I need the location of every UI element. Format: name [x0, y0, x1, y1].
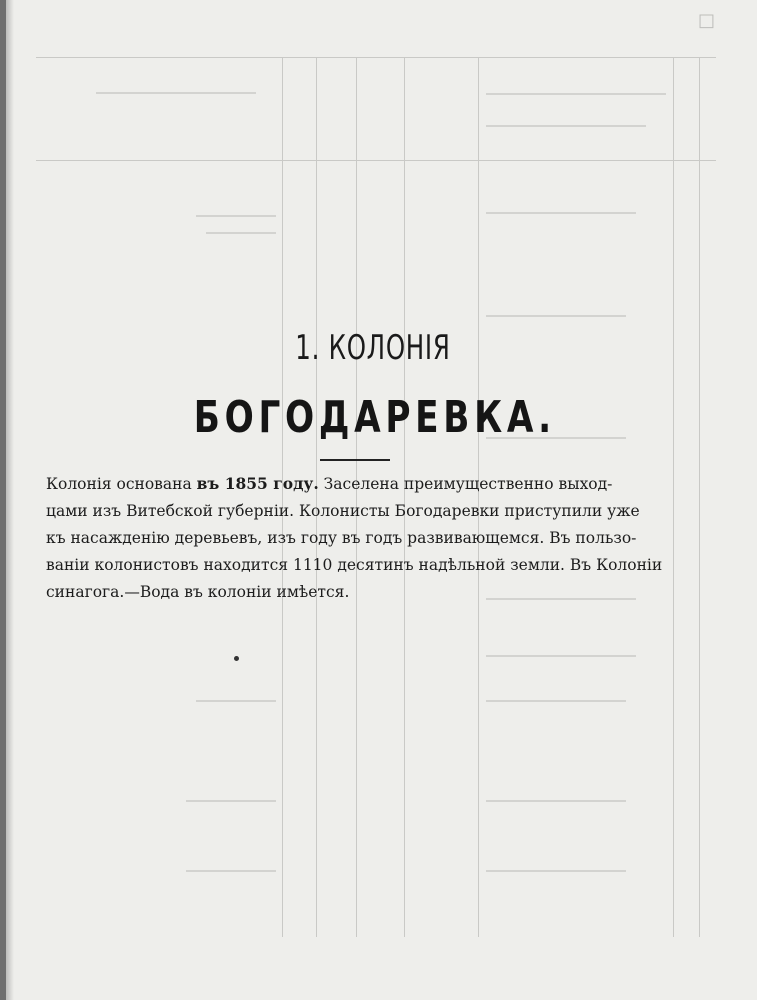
paragraph-line-3: [46, 525, 656, 552]
paragraph-line-2: [46, 498, 656, 525]
ghost-smudge: [486, 870, 626, 872]
line-text: Заселена преимущественно выход-: [318, 475, 613, 493]
ghost-smudge: [196, 700, 276, 702]
ghost-col-7: [699, 57, 700, 937]
ghost-smudge: [486, 93, 666, 95]
binding-shadow: [6, 0, 14, 1000]
description-paragraph: [46, 470, 663, 606]
paragraph-line-4: [46, 552, 663, 579]
ghost-smudge: [206, 232, 276, 234]
line-text: Колонія основана: [46, 475, 197, 493]
ghost-smudge: [186, 870, 276, 872]
ghost-rule-header: [36, 160, 716, 161]
ghost-smudge: [486, 655, 636, 657]
ghost-col-6: [673, 57, 674, 937]
ghost-smudge: [196, 215, 276, 217]
ghost-smudge: [486, 800, 626, 802]
ghost-smudge: [96, 92, 256, 94]
line-text: синагога.—Вода въ колоніи имѣется.: [46, 583, 350, 601]
colony-title: БОГОДАРЕВКА.: [193, 392, 556, 443]
ghost-smudge: [486, 125, 646, 127]
title-rule: [320, 459, 390, 461]
paragraph-line-1: [46, 470, 656, 498]
ink-dot: [234, 656, 239, 661]
line-text: ваніи колонистовъ находится 1110 десятинъ надѣльной земли. Въ Колоніи: [46, 556, 663, 574]
line-text: цами изъ Витебской губерніи. Колонисты Богодаревки приступили уже: [46, 502, 640, 520]
page-number-bleed: □: [697, 10, 715, 31]
page-sheet: [6, 0, 757, 1000]
ghost-smudge: [486, 315, 626, 317]
line-text: къ насажденію деревьевъ, изъ году въ годъ развивающемся. Въ пользо-: [46, 529, 637, 547]
ghost-smudge: [486, 700, 626, 702]
section-heading: 1. КОЛОНІЯ: [295, 328, 451, 368]
paragraph-line-5: [46, 579, 656, 606]
ghost-rule-top: [36, 57, 716, 58]
ghost-smudge: [186, 800, 276, 802]
founding-year: въ 1855 году.: [196, 474, 319, 493]
ghost-smudge: [486, 212, 636, 214]
